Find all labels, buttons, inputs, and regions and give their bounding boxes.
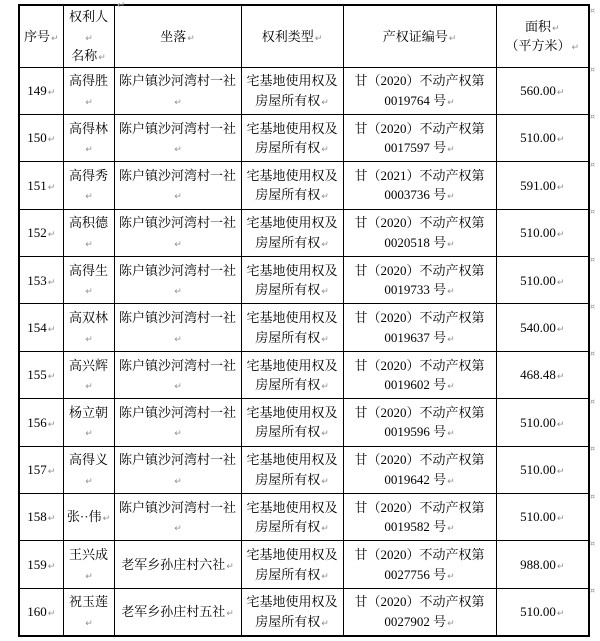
end-of-row-mark-icon: ¤ [590,302,596,311]
cell-owner: 高得秀↵ [63,162,114,209]
cell-cert-number: 甘（2020）不动产权第 0019596 号↵ [343,399,496,446]
end-of-row-mark-icon: ¤ [590,6,596,15]
paragraph-mark-icon: ↵ [85,192,93,203]
paragraph-mark-icon: ↵ [47,514,56,525]
cell-owner: 高兴辉↵ [63,351,114,398]
cell-serial: 156↵ [19,399,63,446]
cell-serial: 150↵ [19,114,63,161]
cell-area: 540.00↵ [496,304,589,351]
property-rights-table [18,4,590,637]
paragraph-mark-icon: ↵ [85,145,93,156]
header-owner: 权利人↵ 名称↵ [63,5,114,67]
end-of-row-mark-icon: ¤ [590,207,596,217]
cell-area: 510.00↵ [496,588,589,636]
paragraph-mark-icon: ↵ [321,476,329,487]
cell-cert-number: 甘（2020）不动产权第 0027756 号↵ [343,541,496,588]
paragraph-mark-icon: ↵ [556,467,565,478]
cell-owner: 高得林↵ [63,114,114,161]
table-row [19,162,589,209]
paragraph-mark-icon: ↵ [321,618,329,629]
cell-serial: 159↵ [19,541,63,588]
cell-cert-number: 甘（2020）不动产权第 0020518 号↵ [343,209,496,256]
paragraph-mark-icon: ↵ [47,277,56,288]
cell-cert-number: 甘（2020）不动产权第 0027902 号↵ [343,588,496,636]
cell-right-type: 宅基地使用权及 房屋所有权↵ [241,162,343,209]
cell-serial: 160↵ [19,588,63,636]
table-row [19,541,589,588]
paragraph-mark-icon: ↵ [556,277,565,288]
paragraph-mark-icon: ↵ [47,135,56,146]
cell-right-type: 宅基地使用权及 房屋所有权↵ [241,304,343,351]
paragraph-mark-icon: ↵ [556,609,565,620]
paragraph-mark-icon: ↵ [321,192,329,203]
paragraph-mark-icon: ↵ [556,561,565,572]
header-location: 坐落↵ [114,5,241,67]
paragraph-mark-icon: ↵ [447,287,455,298]
cell-cert-number: 甘（2021）不动产权第 0003736 号↵ [343,162,496,209]
paragraph-mark-icon: ↵ [448,33,457,44]
end-of-row-mark-icon: ¤ [590,586,596,596]
end-of-row-mark-icon: ¤ [590,444,596,454]
paragraph-mark-icon: ↵ [447,524,455,535]
cell-serial: 152↵ [19,209,63,256]
paragraph-mark-icon: ↵ [447,145,455,156]
cell-cert-number: 甘（2020）不动产权第 0019582 号↵ [343,494,496,541]
paragraph-mark-icon: ↵ [85,33,93,44]
paragraph-mark-icon: ↵ [187,33,195,44]
paragraph-mark-icon: ↵ [47,609,56,620]
cell-location: 陈户镇沙河湾村一社↵ [114,351,241,398]
table-row [19,114,589,161]
cell-location: 陈户镇沙河湾村一社↵ [114,209,241,256]
cell-area: 510.00↵ [496,494,589,541]
table-row [19,67,589,114]
paragraph-mark-icon: ↵ [50,33,59,44]
end-of-row-mark-icon: ¤ [590,539,596,548]
cell-area: 510.00↵ [496,446,589,493]
paragraph-mark-icon: ↵ [85,334,93,345]
cell-area: 510.00↵ [496,114,589,161]
cell-owner: 高积德↵ [63,209,114,256]
paragraph-mark-icon: ↵ [556,514,565,525]
cell-location: 陈户镇沙河湾村一社↵ [114,446,241,493]
cell-area: 510.00↵ [496,257,589,304]
cell-right-type: 宅基地使用权及 房屋所有权↵ [241,257,343,304]
cell-location: 陈户镇沙河湾村一社↵ [114,67,241,114]
cell-owner: 王兴成↵ [63,541,114,588]
cell-area: 988.00↵ [496,541,589,588]
table-row [19,351,589,398]
paragraph-mark-icon: ↵ [447,571,455,582]
paragraph-mark-icon: ↵ [174,429,182,440]
cell-location: 老军乡孙庄村五社↵ [114,588,241,636]
paragraph-mark-icon: ↵ [321,429,329,440]
paragraph-mark-icon: ↵ [447,239,455,250]
cell-area: 560.00↵ [496,67,589,114]
paragraph-mark-icon: ↵ [321,287,329,298]
cell-cert-number: 甘（2020）不动产权第 0019733 号↵ [343,257,496,304]
paragraph-mark-icon: ↵ [447,382,455,393]
paragraph-mark-icon: ↵ [98,53,106,63]
cell-right-type: 宅基地使用权及 房屋所有权↵ [241,209,343,256]
paragraph-mark-icon: ↵ [102,514,111,525]
paragraph-mark-icon: ↵ [174,476,182,487]
cell-serial: 151↵ [19,162,63,209]
cell-serial: 155↵ [19,351,63,398]
cell-serial: 149↵ [19,67,63,114]
paragraph-mark-icon: ↵ [556,230,565,241]
cell-location: 陈户镇沙河湾村一社↵ [114,399,241,446]
cell-serial: 154↵ [19,304,63,351]
header-cert-number: 产权证编号↵ [343,5,496,67]
paragraph-mark-icon: ↵ [174,287,182,298]
paragraph-mark-icon: ↵ [447,97,455,108]
cell-cert-number: 甘（2020）不动产权第 0019602 号↵ [343,351,496,398]
cell-owner: 高双林↵ [63,304,114,351]
paragraph-mark-icon: ↵ [556,135,565,146]
table-row [19,446,589,493]
paragraph-mark-icon: ↵ [174,145,182,156]
paragraph-mark-icon: ↵ [447,334,455,345]
cell-location: 陈户镇沙河湾村一社↵ [114,257,241,304]
paragraph-mark-icon: ↵ [556,182,565,193]
cell-serial: 153↵ [19,257,63,304]
paragraph-mark-icon: ↵ [174,334,182,345]
table-row [19,209,589,256]
end-of-row-mark-icon: ¤ [590,491,596,501]
paragraph-mark-icon: ↵ [85,429,93,440]
paragraph-mark-icon: ↵ [321,145,329,156]
paragraph-mark-icon: ↵ [321,382,329,393]
paragraph-mark-icon: ↵ [85,239,93,250]
cell-owner: 杨立朝↵ [63,399,114,446]
cell-right-type: 宅基地使用权及 房屋所有权↵ [241,114,343,161]
paragraph-mark-icon: ↵ [447,192,455,203]
paragraph-mark-icon: ↵ [47,87,56,98]
cell-right-type: 宅基地使用权及 房屋所有权↵ [241,541,343,588]
paragraph-mark-icon: ↵ [314,33,323,44]
cell-owner: 高得义↵ [63,446,114,493]
paragraph-mark-icon: ↵ [571,43,580,54]
paragraph-mark-icon: ↵ [447,476,455,487]
cell-serial: 158↵ [19,494,63,541]
paragraph-mark-icon: ↵ [556,372,565,383]
end-of-row-mark-icon: ¤ [590,254,596,264]
paragraph-mark-icon: ↵ [47,419,56,430]
cell-owner: 祝玉莲↵ [63,588,114,636]
paragraph-mark-icon: ↵ [226,609,234,620]
paragraph-mark-icon: ↵ [47,230,56,241]
header-right-type: 权利类型↵ [241,5,343,67]
cell-right-type: 宅基地使用权及 房屋所有权↵ [241,399,343,446]
end-of-row-mark-icon: ¤ [590,112,596,122]
paragraph-mark-icon: ↵ [321,334,329,345]
paragraph-mark-icon: ↵ [174,239,182,250]
end-of-row-mark-icon: ¤ [590,159,596,169]
paragraph-mark-icon: ↵ [556,87,565,98]
paragraph-mark-icon: ↵ [447,429,455,440]
paragraph-mark-icon: ↵ [321,524,329,535]
paragraph-mark-icon: ↵ [174,382,182,393]
paragraph-mark-icon: ↵ [47,324,56,335]
cell-owner: 高得生↵ [63,257,114,304]
cell-cert-number: 甘（2020）不动产权第 0017597 号↵ [343,114,496,161]
cell-location: 陈户镇沙河湾村一社↵ [114,114,241,161]
cell-right-type: 宅基地使用权及 房屋所有权↵ [241,588,343,636]
paragraph-mark-icon: ↵ [321,97,329,108]
paragraph-mark-icon: ↵ [174,97,182,108]
stray-paragraph-mark-icon: ↵ [117,0,126,11]
cell-location: 陈户镇沙河湾村一社↵ [114,162,241,209]
paragraph-mark-icon: ↵ [321,239,329,250]
paragraph-mark-icon: ↵ [47,182,56,193]
cell-right-type: 宅基地使用权及 房屋所有权↵ [241,494,343,541]
table-row [19,257,589,304]
paragraph-mark-icon: ↵ [85,97,93,108]
cell-owner: 张··伟↵ [63,494,114,541]
table-row [19,399,589,446]
paragraph-mark-icon: ↵ [556,324,565,335]
header-row [19,5,589,67]
paragraph-mark-icon: ↵ [174,524,182,535]
paragraph-mark-icon: ↵ [556,419,565,430]
paragraph-mark-icon: ↵ [226,561,234,572]
cell-cert-number: 甘（2020）不动产权第 0019642 号↵ [343,446,496,493]
paragraph-mark-icon: ↵ [551,23,560,34]
cell-area: 468.48↵ [496,351,589,398]
paragraph-mark-icon: ↵ [85,571,93,582]
table-row [19,588,589,636]
cell-serial: 157↵ [19,446,63,493]
cell-right-type: 宅基地使用权及 房屋所有权↵ [241,351,343,398]
paragraph-mark-icon: ↵ [85,618,93,629]
end-of-row-mark-icon: ¤ [590,396,596,406]
cell-area: 510.00↵ [496,399,589,446]
cell-cert-number: 甘（2020）不动产权第 0019764 号↵ [343,67,496,114]
header-serial: 序号↵ [19,5,63,67]
document-page [18,0,590,637]
end-of-row-mark-icon: ¤ [590,349,596,359]
paragraph-mark-icon: ↵ [85,476,93,487]
header-area: 面积↵ （平方米）↵ [496,5,589,67]
paragraph-mark-icon: ↵ [47,372,56,383]
paragraph-mark-icon: ↵ [85,382,93,393]
cell-location: 陈户镇沙河湾村一社↵ [114,304,241,351]
paragraph-mark-icon: ↵ [447,618,455,629]
paragraph-mark-icon: ↵ [47,467,56,478]
paragraph-mark-icon: ↵ [47,561,56,572]
paragraph-mark-icon: ↵ [321,571,329,582]
cell-area: 591.00↵ [496,162,589,209]
cell-right-type: 宅基地使用权及 房屋所有权↵ [241,67,343,114]
table-row [19,494,589,541]
cell-cert-number: 甘（2020）不动产权第 0019637 号↵ [343,304,496,351]
cell-area: 510.00↵ [496,209,589,256]
cell-owner: 高得胜↵ [63,67,114,114]
paragraph-mark-icon: ↵ [85,287,93,298]
cell-right-type: 宅基地使用权及 房屋所有权↵ [241,446,343,493]
paragraph-mark-icon: ↵ [174,192,182,203]
end-of-row-mark-icon: ¤ [590,65,596,74]
table-row [19,304,589,351]
cell-location: 陈户镇沙河湾村一社↵ [114,494,241,541]
cell-location: 老军乡孙庄村六社↵ [114,541,241,588]
